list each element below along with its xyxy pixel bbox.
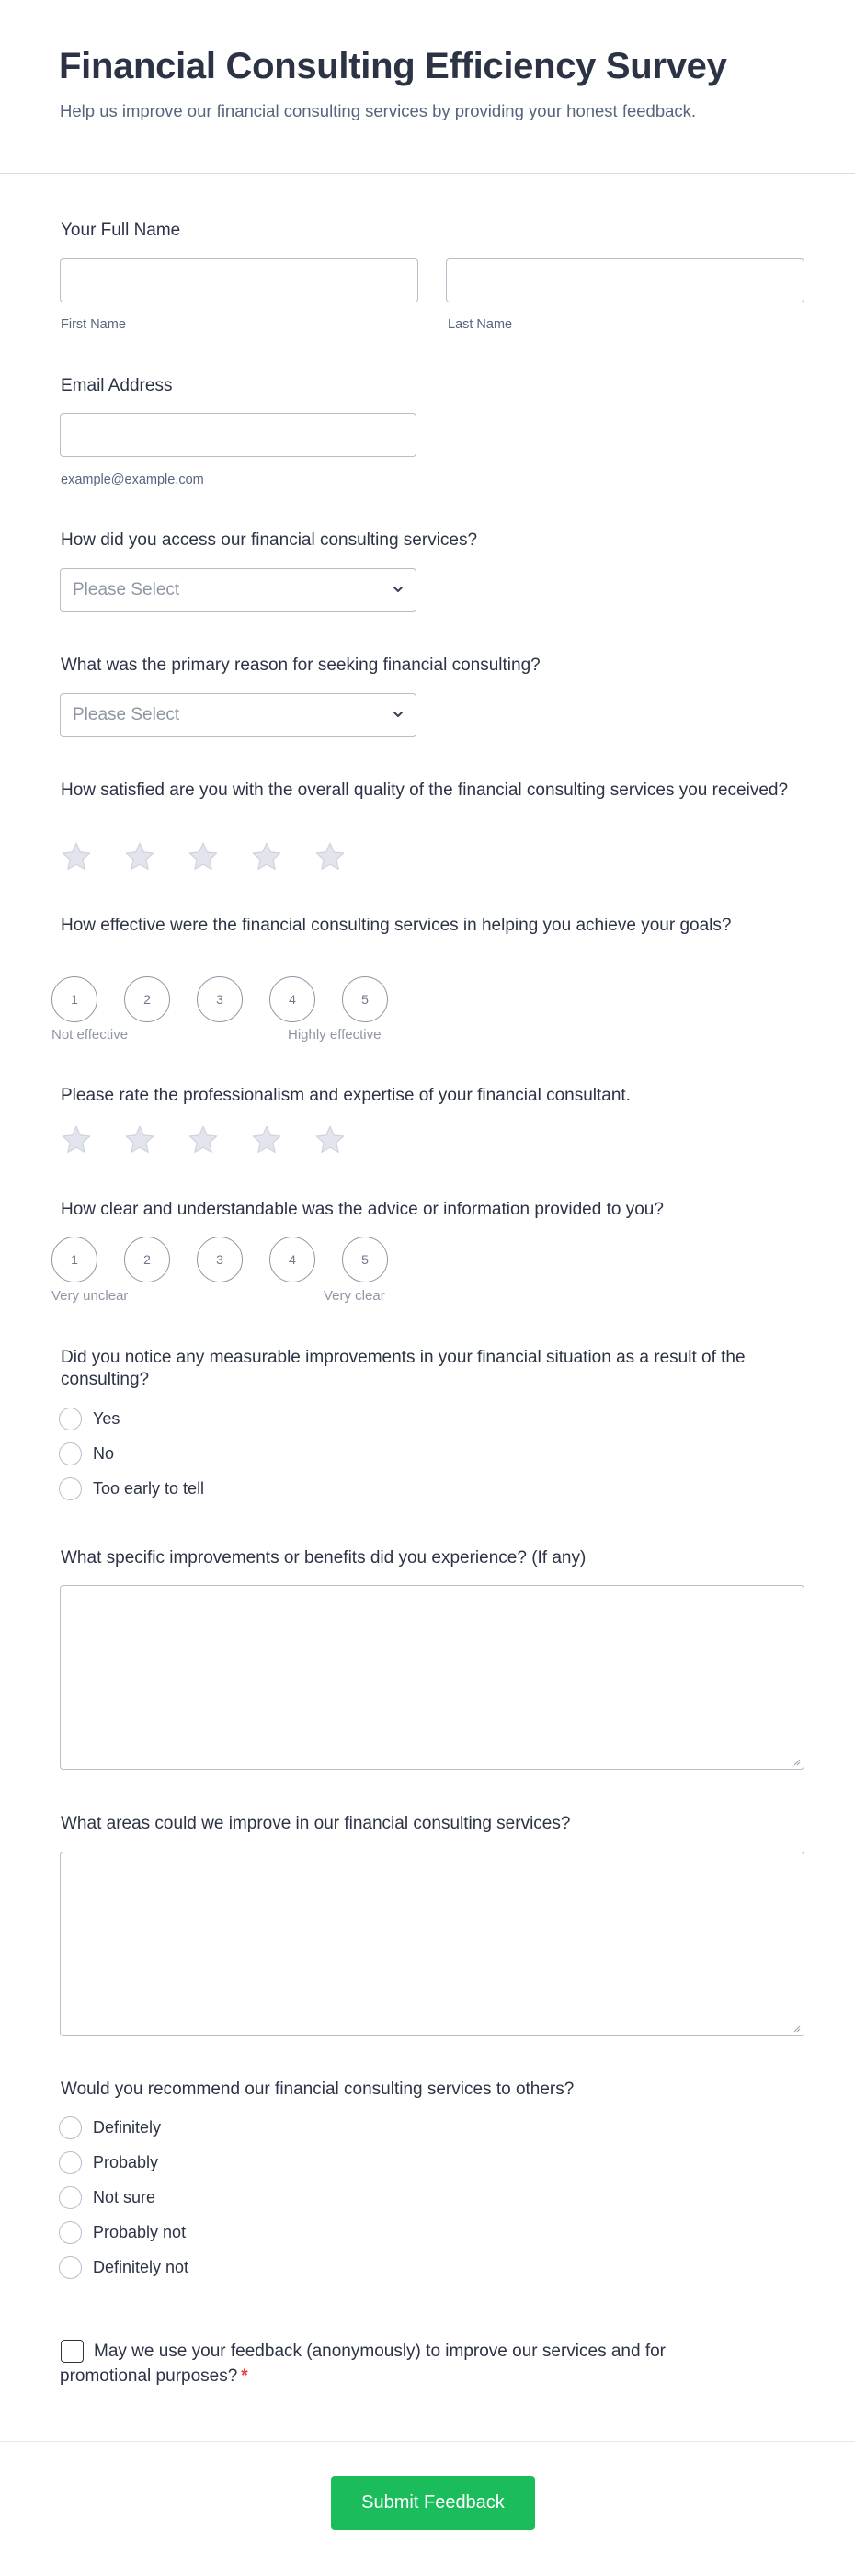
star-icon[interactable] [186, 1123, 221, 1157]
professionalism-label: Please rate the professionalism and expertise of your financial consultant. [61, 1086, 631, 1105]
benefits-textarea[interactable] [60, 1585, 804, 1770]
email-sublabel: example@example.com [61, 473, 204, 487]
clarity-option-5[interactable]: 5 [342, 1237, 388, 1282]
email-input[interactable] [60, 413, 416, 457]
radio-label-too-early: Too early to tell [93, 1479, 205, 1498]
radio-label-definitely: Definitely [93, 2118, 162, 2137]
consent-text: May we use your feedback (anonymously) to improve our services and for promotional purposes? [60, 2342, 666, 2386]
radio-label-definitely-not: Definitely not [93, 2258, 189, 2276]
satisfaction-label: How satisfied are you with the overall quality of the financial consulting services you received? [61, 781, 789, 800]
star-icon[interactable] [122, 840, 157, 873]
header-divider [0, 173, 855, 174]
benefits-label: What specific improvements or benefits did you experience? (If any) [61, 1548, 587, 1567]
star-icon[interactable] [122, 1123, 157, 1157]
chevron-down-icon [392, 583, 405, 596]
radio-too-early[interactable] [59, 1477, 82, 1500]
primary-reason-label: What was the primary reason for seeking financial consulting? [61, 655, 541, 675]
access-method-select[interactable] [60, 568, 416, 612]
radio-label-yes: Yes [93, 1409, 120, 1428]
clarity-label: How clear and understandable was the advice or information provided to you? [61, 1200, 664, 1219]
access-method-label: How did you access our financial consulting services? [61, 530, 478, 550]
effectiveness-low-label: Not effective [51, 1027, 129, 1043]
star-icon[interactable] [59, 840, 94, 873]
submit-button[interactable]: Submit Feedback [331, 2476, 535, 2530]
star-icon[interactable] [186, 840, 221, 873]
star-icon[interactable] [313, 1123, 348, 1157]
select-placeholder: Please Select [73, 580, 180, 599]
select-placeholder: Please Select [73, 705, 180, 724]
full-name-label: Your Full Name [61, 221, 181, 240]
star-icon[interactable] [59, 1123, 94, 1157]
form-subtitle: Help us improve our financial consulting services by providing your honest feedback. [60, 101, 697, 120]
effectiveness-high-label: Highly effective [288, 1027, 382, 1043]
radio-probably[interactable] [59, 2151, 82, 2174]
effectiveness-option-5[interactable]: 5 [342, 976, 388, 1022]
chevron-down-icon [392, 708, 405, 721]
clarity-option-4[interactable]: 4 [269, 1237, 315, 1282]
radio-label-probably: Probably [93, 2153, 159, 2171]
radio-no[interactable] [59, 1442, 82, 1465]
clarity-option-2[interactable]: 2 [124, 1237, 170, 1282]
effectiveness-option-4[interactable]: 4 [269, 976, 315, 1022]
primary-reason-select[interactable] [60, 693, 416, 737]
last-name-sublabel: Last Name [448, 317, 513, 332]
resize-grip-icon[interactable] [792, 2023, 801, 2033]
effectiveness-option-1[interactable]: 1 [51, 976, 97, 1022]
radio-definitely-not[interactable] [59, 2256, 82, 2279]
clarity-option-1[interactable]: 1 [51, 1237, 97, 1282]
recommend-label: Would you recommend our financial consulting services to others? [61, 2080, 575, 2099]
areas-to-improve-textarea[interactable] [60, 1852, 804, 2036]
effectiveness-option-2[interactable]: 2 [124, 976, 170, 1022]
email-label: Email Address [61, 376, 173, 395]
areas-to-improve-label: What areas could we improve in our financial consulting services? [61, 1814, 571, 1833]
radio-label-probably-not: Probably not [93, 2223, 187, 2241]
clarity-low-label: Very unclear [51, 1288, 129, 1304]
clarity-option-3[interactable]: 3 [197, 1237, 243, 1282]
footer-divider [0, 2441, 855, 2442]
consent-label [60, 2339, 722, 2388]
radio-yes[interactable] [59, 1408, 82, 1430]
effectiveness-option-3[interactable]: 3 [197, 976, 243, 1022]
required-mark: * [241, 2366, 248, 2386]
radio-not-sure[interactable] [59, 2186, 82, 2209]
radio-definitely[interactable] [59, 2116, 82, 2139]
clarity-high-label: Very clear [324, 1288, 385, 1304]
radio-label-no: No [93, 1444, 115, 1463]
consent-checkbox[interactable] [61, 2340, 84, 2363]
star-icon[interactable] [313, 840, 348, 873]
radio-probably-not[interactable] [59, 2221, 82, 2244]
star-icon[interactable] [249, 1123, 284, 1157]
radio-label-not-sure: Not sure [93, 2188, 156, 2206]
first-name-input[interactable] [60, 258, 418, 302]
effectiveness-label: How effective were the financial consulting services in helping you achieve your goals? [61, 916, 732, 935]
first-name-sublabel: First Name [61, 317, 126, 332]
resize-grip-icon[interactable] [792, 1757, 801, 1766]
last-name-input[interactable] [446, 258, 804, 302]
form-title: Financial Consulting Efficiency Survey [59, 46, 727, 86]
star-icon[interactable] [249, 840, 284, 873]
improvements-noticed-label: Did you notice any measurable improvements in your financial situation as a result of the consulting? [61, 1348, 746, 1389]
